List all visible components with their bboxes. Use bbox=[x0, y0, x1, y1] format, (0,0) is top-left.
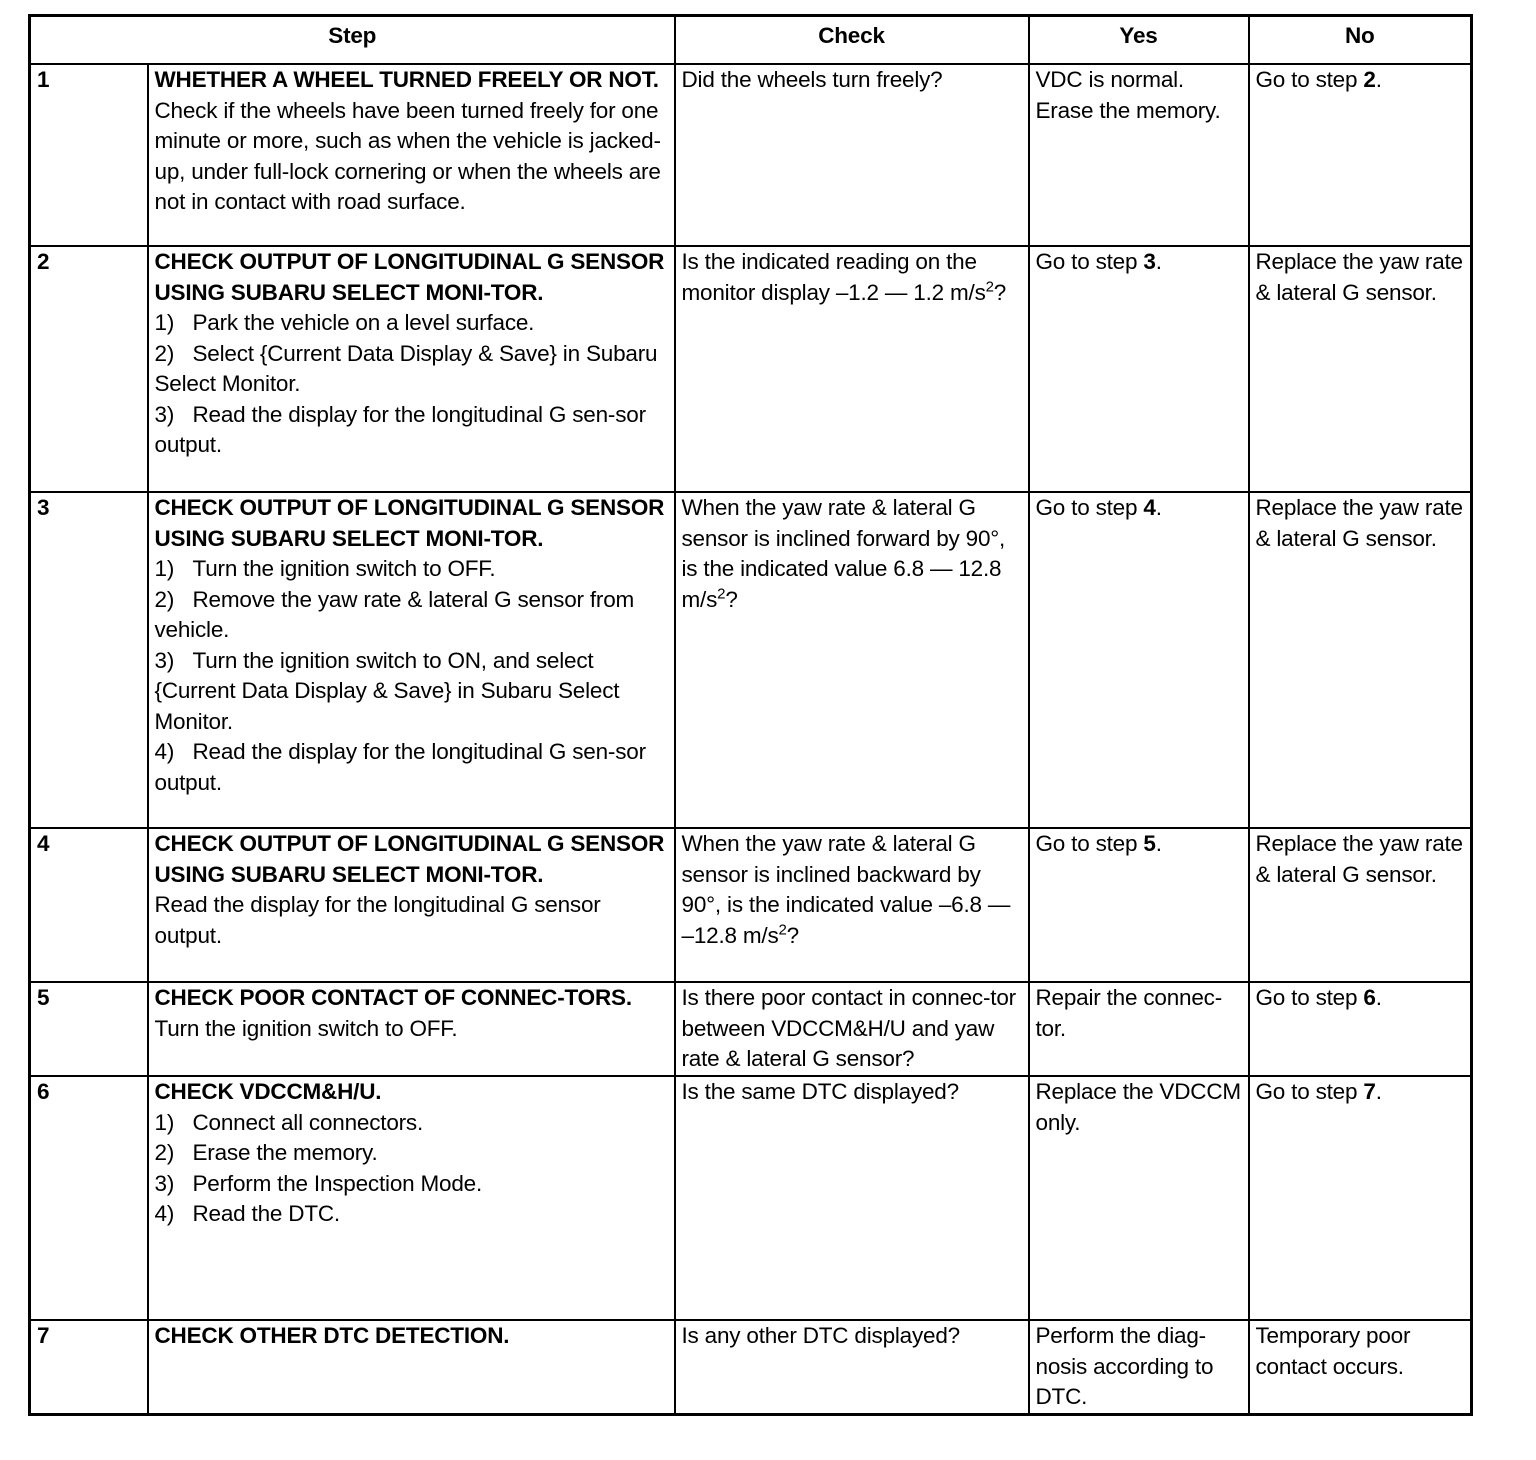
yes-suffix: . bbox=[1155, 249, 1162, 274]
substep-index: 3) bbox=[154, 647, 175, 673]
yes-prefix: Go to step bbox=[1035, 495, 1144, 520]
step-number: 2 bbox=[30, 246, 148, 492]
step-cell bbox=[148, 1320, 675, 1415]
step-body: Turn the ignition switch to OFF. bbox=[154, 1015, 458, 1041]
substep-text: Remove the yaw rate & lateral G sensor from vehicle. bbox=[154, 586, 635, 642]
table-row bbox=[30, 828, 1472, 982]
substep bbox=[155, 737, 668, 798]
step-reference: 3 bbox=[1143, 249, 1156, 274]
no-cell bbox=[1249, 1076, 1472, 1320]
step-number: 1 bbox=[30, 64, 148, 246]
check-cell: Is there poor contact in connec-tor between VDCCM&H/U and yaw rate & lateral G sensor? bbox=[675, 982, 1029, 1076]
check-tail: ? bbox=[993, 279, 1007, 305]
step-title: CHECK OUTPUT OF LONGITUDINAL G SENSOR USING SUBARU SELECT MONI-TOR. bbox=[154, 831, 665, 887]
substep-text: Read the DTC. bbox=[192, 1201, 340, 1226]
substep-text: Park the vehicle on a level surface. bbox=[192, 310, 535, 335]
step-cell bbox=[148, 828, 675, 982]
yes-cell bbox=[1029, 492, 1249, 828]
check-tail: ? bbox=[786, 922, 799, 948]
substep-index: 2) bbox=[154, 586, 175, 612]
substep-index: 2) bbox=[154, 340, 175, 366]
yes-prefix: Go to step bbox=[1035, 831, 1144, 856]
step-reference: 4 bbox=[1143, 495, 1156, 520]
substep-index: 2) bbox=[154, 1140, 175, 1165]
substep bbox=[155, 585, 668, 646]
no-suffix: . bbox=[1375, 985, 1382, 1010]
yes-prefix: Go to step bbox=[1035, 249, 1144, 274]
substep bbox=[155, 400, 668, 461]
step-number: 6 bbox=[30, 1076, 148, 1320]
step-reference: 7 bbox=[1363, 1079, 1376, 1104]
check-cell bbox=[675, 246, 1029, 492]
step-title: CHECK OUTPUT OF LONGITUDINAL G SENSOR USING SUBARU SELECT MONI-TOR. bbox=[154, 249, 665, 305]
table-row bbox=[30, 1320, 1472, 1415]
substep-index: 1) bbox=[154, 310, 175, 335]
step-cell bbox=[148, 1076, 675, 1320]
substep-text: Perform the Inspection Mode. bbox=[192, 1170, 483, 1196]
step-title: WHETHER A WHEEL TURNED FREELY OR NOT. bbox=[154, 67, 659, 92]
table-row bbox=[30, 1076, 1472, 1320]
table-row bbox=[30, 64, 1472, 246]
yes-suffix: . bbox=[1155, 495, 1162, 520]
header-step: Step bbox=[30, 16, 675, 65]
yes-cell bbox=[1029, 828, 1249, 982]
check-tail: ? bbox=[725, 586, 738, 612]
substep-index: 1) bbox=[154, 556, 175, 581]
substep bbox=[155, 554, 668, 585]
step-title: CHECK VDCCM&H/U. bbox=[154, 1079, 382, 1104]
substep-index: 3) bbox=[154, 401, 175, 427]
check-text: Is the indicated reading on the monitor display –1.2 — 1.2 m/s bbox=[681, 249, 986, 305]
yes-cell: Perform the diag-nosis according to DTC. bbox=[1029, 1320, 1249, 1415]
yes-cell: VDC is normal. Erase the memory. bbox=[1029, 64, 1249, 246]
check-cell: Is the same DTC displayed? bbox=[675, 1076, 1029, 1320]
step-cell bbox=[148, 246, 675, 492]
step-number: 4 bbox=[30, 828, 148, 982]
step-number: 7 bbox=[30, 1320, 148, 1415]
no-cell bbox=[1249, 982, 1472, 1076]
superscript: 2 bbox=[985, 278, 994, 295]
no-cell: Replace the yaw rate & lateral G sensor. bbox=[1249, 246, 1472, 492]
yes-cell bbox=[1029, 246, 1249, 492]
check-cell: Did the wheels turn freely? bbox=[675, 64, 1029, 246]
substep-index: 4) bbox=[154, 739, 175, 764]
check-cell: Is any other DTC displayed? bbox=[675, 1320, 1029, 1415]
check-cell bbox=[675, 828, 1029, 982]
step-body: Check if the wheels have been turned freely for one minute or more, such as when the vehicle is jacked-up, under full-lock cornering or when the wheels are not in contact with road surface. bbox=[154, 97, 661, 214]
substep-index: 1) bbox=[154, 1109, 175, 1135]
yes-suffix: . bbox=[1155, 831, 1162, 856]
substep-text: Turn the ignition switch to OFF. bbox=[192, 556, 496, 581]
substep bbox=[155, 1138, 668, 1169]
yes-cell: Replace the VDCCM only. bbox=[1029, 1076, 1249, 1320]
substep-text: Connect all connectors. bbox=[192, 1109, 424, 1135]
substep bbox=[155, 1199, 668, 1230]
step-reference: 6 bbox=[1363, 985, 1376, 1010]
step-title: CHECK OTHER DTC DETECTION. bbox=[154, 1323, 510, 1348]
header-no: No bbox=[1249, 16, 1472, 65]
check-text: When the yaw rate & lateral G sensor is inclined backward by 90°, is the indicated value –6.8 — –12.8 m/s bbox=[681, 831, 1011, 948]
table-row bbox=[30, 982, 1472, 1076]
check-text: When the yaw rate & lateral G sensor is inclined forward by 90°, is the indicated value 6.8 — 12.8 m/s bbox=[681, 495, 1006, 612]
substep-index: 4) bbox=[154, 1201, 175, 1226]
no-cell: Temporary poor contact occurs. bbox=[1249, 1320, 1472, 1415]
no-cell bbox=[1249, 64, 1472, 246]
table-row bbox=[30, 246, 1472, 492]
substep-text: Erase the memory. bbox=[192, 1140, 378, 1165]
no-prefix: Go to step bbox=[1255, 985, 1364, 1010]
step-cell bbox=[148, 492, 675, 828]
no-cell: Replace the yaw rate & lateral G sensor. bbox=[1249, 492, 1472, 828]
substep-text: Read the display for the longitudinal G sen-sor output. bbox=[154, 739, 646, 795]
table-row bbox=[30, 492, 1472, 828]
step-title: CHECK POOR CONTACT OF CONNEC-TORS. bbox=[154, 985, 632, 1010]
step-cell bbox=[148, 982, 675, 1076]
yes-cell: Repair the connec-tor. bbox=[1029, 982, 1249, 1076]
diagnostic-table bbox=[28, 14, 1473, 1416]
step-substeps bbox=[155, 1108, 668, 1230]
substep bbox=[155, 339, 668, 400]
header-check: Check bbox=[675, 16, 1029, 65]
check-cell bbox=[675, 492, 1029, 828]
step-cell bbox=[148, 64, 675, 246]
substep-text: Select {Current Data Display & Save} in Subaru Select Monitor. bbox=[154, 340, 658, 396]
step-number: 5 bbox=[30, 982, 148, 1076]
substep bbox=[155, 1169, 668, 1200]
superscript: 2 bbox=[717, 585, 726, 602]
superscript: 2 bbox=[778, 921, 787, 938]
no-suffix: . bbox=[1375, 1079, 1382, 1104]
step-substeps bbox=[155, 308, 668, 461]
step-reference: 5 bbox=[1143, 831, 1156, 856]
step-body: Read the display for the longitudinal G sensor output. bbox=[154, 892, 601, 948]
no-prefix: Go to step bbox=[1255, 67, 1364, 92]
header-yes: Yes bbox=[1029, 16, 1249, 65]
step-number: 3 bbox=[30, 492, 148, 828]
substep bbox=[155, 1108, 668, 1139]
substep-index: 3) bbox=[154, 1170, 175, 1196]
step-title: CHECK OUTPUT OF LONGITUDINAL G SENSOR USING SUBARU SELECT MONI-TOR. bbox=[154, 495, 665, 551]
header-row bbox=[30, 16, 1472, 65]
no-suffix: . bbox=[1375, 67, 1382, 92]
substep-text: Read the display for the longitudinal G sen-sor output. bbox=[154, 401, 646, 457]
no-cell: Replace the yaw rate & lateral G sensor. bbox=[1249, 828, 1472, 982]
substep bbox=[155, 646, 668, 738]
substep bbox=[155, 308, 668, 339]
step-substeps bbox=[155, 554, 668, 798]
step-reference: 2 bbox=[1363, 67, 1376, 92]
no-prefix: Go to step bbox=[1255, 1079, 1364, 1104]
substep-text: Turn the ignition switch to ON, and select {Current Data Display & Save} in Subaru Select Monitor. bbox=[154, 647, 620, 734]
